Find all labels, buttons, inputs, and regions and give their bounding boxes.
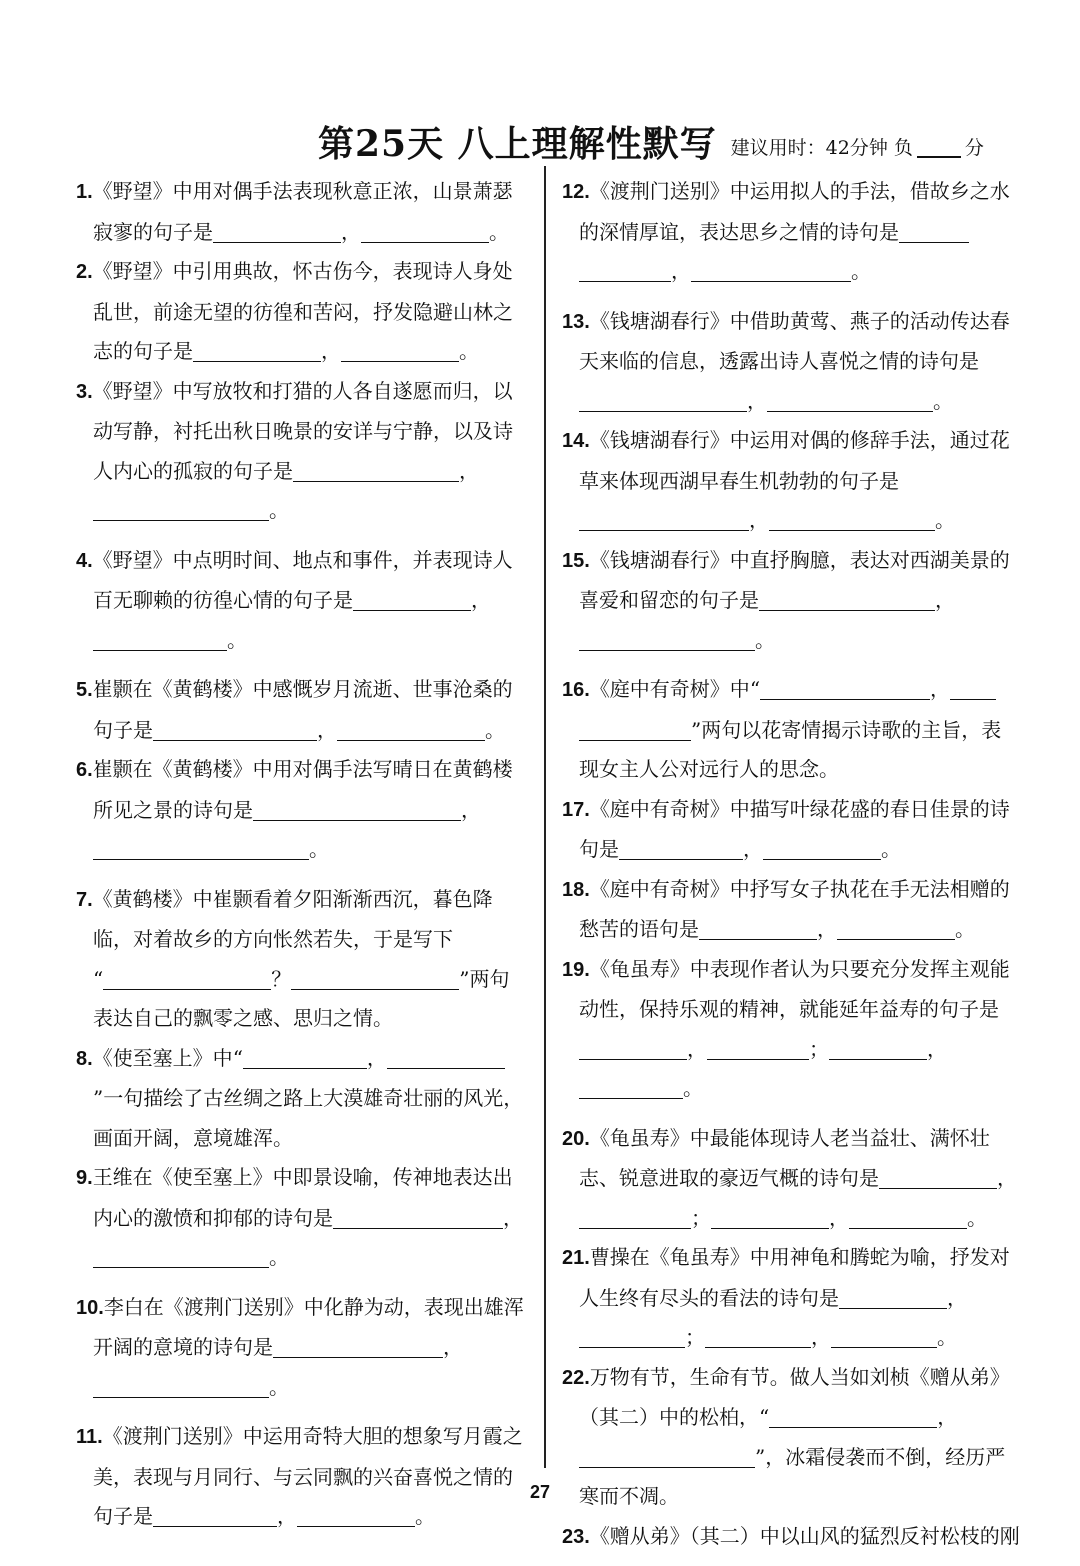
question-number: 17.: [562, 798, 590, 821]
question-number: 21.: [562, 1247, 590, 1269]
question-11: 11.《渡荆门送别》中运用奇特大胆的想象写月霞之美，表现与月同行、与云同飘的兴奋喜悦之情的句子是 ， 。: [76, 1424, 523, 1528]
question-text: 《庭中有奇树》中抒写女子执花在手无法相赠的愁苦的语句是: [579, 876, 1010, 941]
answer-blank[interactable]: [579, 628, 755, 651]
question-number: 3.: [76, 380, 93, 403]
question-number: 15.: [562, 549, 590, 572]
question-text: 《野望》中点明时间、地点和事件，并表现诗人百无聊赖的彷徨心情的句子是: [92, 547, 513, 612]
question-text: 李白在《渡荆门送别》中化静为动，表现出雄浑开阔的意境的诗句是: [93, 1294, 524, 1359]
answer-blank[interactable]: [579, 1037, 687, 1060]
question-text: 《龟虽寿》中最能体现诗人老当益壮、满怀壮志、锐意进取的豪迈气概的诗句是: [579, 1125, 990, 1190]
question-number: 19.: [562, 958, 590, 981]
answer-blank[interactable]: [213, 220, 341, 243]
answer-blank[interactable]: [291, 967, 459, 990]
question-number: 10.: [76, 1296, 104, 1319]
answer-blank[interactable]: [691, 259, 851, 282]
question-7: 7.《黄鹤楼》中崔颢看着夕阳渐渐西沉，暮色降临，对着故乡的方向怅然若失，于是写下 “ ？ ”两句表达自己的飘零之感、思归之情。: [76, 886, 510, 1030]
answer-blank[interactable]: [769, 508, 935, 531]
question-21: 21.曹操在《龟虽寿》中用神龟和腾蛇为喻，抒发对人生终有尽头的看法的诗句是 ， ； ， 。: [562, 1245, 1010, 1349]
answer-blank[interactable]: [711, 1206, 829, 1229]
question-text: 《庭中有奇树》中: [589, 677, 750, 701]
question-text: 万物有节，生命有节。做人当如刘桢《赠从弟》（其二）中的松柏，: [579, 1364, 1010, 1429]
question-number: 14.: [562, 430, 590, 452]
answer-blank[interactable]: [93, 1375, 269, 1398]
question-text: 王维在《使至塞上》中即景设喻，传神地表达出内心的激愤和抑郁的诗句是: [92, 1165, 513, 1230]
question-text: 《赠从弟》（其二）中以山风的猛烈反衬松枝的刚: [589, 1523, 1020, 1548]
answer-blank[interactable]: [579, 1206, 691, 1229]
answer-blank[interactable]: [879, 1166, 997, 1189]
answer-blank[interactable]: [707, 1037, 809, 1060]
question-2: 2.《野望》中引用典故，怀古伤今，表现诗人身处乱世，前途无望的彷徨和苦闷，抒发隐避山林之志的句子是 ， 。: [76, 259, 513, 363]
answer-blank[interactable]: [849, 1206, 967, 1229]
page-header: [318, 112, 1020, 165]
answer-blank[interactable]: [153, 718, 317, 741]
question-number: 6.: [76, 759, 93, 781]
question-text: 《渡荆门送别》中运用拟人的手法，借故乡之水的深情厚谊，表达思乡之情的诗句是: [579, 179, 1010, 244]
question-12: 12.《渡荆门送别》中运用拟人的手法，借故乡之水的深情厚谊，表达思乡之情的诗句是 ， 。: [562, 179, 1010, 283]
question-text-after: 两句以花寄情揭示诗歌的主旨，表现女主人公对远行人的思念。: [579, 717, 1002, 781]
question-text: 《野望》中写放牧和打猎的人各自遂愿而归，以动写静，衬托出秋日晚景的安详与宁静，以及诗人内心的孤寂的句子是: [92, 378, 513, 483]
question-8: 8.《使至塞上》中“ ，”一句描绘了古丝绸之路上大漠雄奇壮丽的风光，画面开阔，意境雄浑。: [76, 1045, 524, 1150]
page-title: 第25天 八上理解性默写: [318, 123, 717, 165]
question-text: 崔颢在《黄鹤楼》中用对偶手法写晴日在黄鹤楼所见之景的诗句是: [92, 757, 513, 822]
right-column: [562, 172, 1020, 1557]
question-text: 《黄鹤楼》中崔颢看着夕阳渐渐西沉，暮色降临，对着故乡的方向怅然若失，于是写下: [92, 886, 493, 951]
answer-blank[interactable]: [253, 798, 461, 821]
question-14: 14.《钱塘湖春行》中运用对偶的修辞手法，通过花草来体现西湖早春生机勃勃的句子是 ， 。: [562, 428, 1010, 532]
answer-blank[interactable]: [93, 628, 227, 651]
question-text: 《钱塘湖春行》中直抒胸臆，表达对西湖美景的喜爱和留恋的句子是: [579, 547, 1010, 612]
question-4: 4.《野望》中点明时间、地点和事件，并表现诗人百无聊赖的彷徨心情的句子是 ， 。: [76, 547, 513, 652]
answer-blank[interactable]: [103, 967, 271, 990]
question-text-after: 两句表达自己的飘零之感、思归之情。: [93, 966, 510, 1030]
answer-blank[interactable]: [193, 339, 321, 362]
answer-blank[interactable]: [153, 1504, 277, 1527]
answer-blank[interactable]: [579, 718, 691, 741]
answer-blank[interactable]: [93, 837, 309, 860]
answer-blank[interactable]: [93, 1245, 269, 1268]
answer-blank[interactable]: [579, 259, 671, 282]
question-number: 8.: [76, 1047, 93, 1070]
question-text: 《使至塞上》中: [92, 1045, 233, 1070]
answer-blank[interactable]: [759, 588, 935, 611]
question-number: 4.: [76, 549, 93, 572]
question-20: 20.《龟虽寿》中最能体现诗人老当益壮、满怀壮志、锐意进取的豪迈气概的诗句是 ， ； ， 。: [562, 1125, 1017, 1230]
page-number: 27: [529, 1482, 551, 1502]
answer-blank[interactable]: [950, 677, 996, 700]
question-number: 18.: [562, 878, 590, 901]
question-number: 20.: [562, 1127, 590, 1150]
question-number: 22.: [562, 1366, 590, 1389]
question-5: 5.崔颢在《黄鹤楼》中感慨岁月流逝、世事沧桑的句子是 ， 。: [76, 677, 513, 742]
answer-blank[interactable]: [579, 508, 749, 531]
answer-blank[interactable]: [899, 220, 969, 243]
question-text-after: 一句描绘了古丝绸之路上大漠雄奇壮丽的风光，画面开阔，意境雄浑。: [93, 1086, 524, 1150]
question-22: 22.万物有节，生命有节。做人当如刘桢《赠从弟》（其二）中的松柏，“ ， ”，冰霜侵袭而不倒，经历严寒而不凋。: [562, 1364, 1010, 1508]
answer-blank[interactable]: [337, 718, 485, 741]
answer-blank[interactable]: [293, 459, 459, 482]
question-3: 3.《野望》中写放牧和打猎的人各自遂愿而归，以动写静，衬托出秋日晚景的安详与宁静，以及诗人内心的孤寂的句子是 ， 。: [76, 378, 513, 522]
question-6: 6.崔颢在《黄鹤楼》中用对偶手法写晴日在黄鹤楼所见之景的诗句是 ， 。: [76, 757, 513, 861]
answer-blank[interactable]: [333, 1206, 503, 1229]
answer-blank[interactable]: [837, 917, 955, 940]
answer-blank[interactable]: [353, 588, 471, 611]
question-16: 16.《庭中有奇树》中“ ， ”两句以花寄情揭示诗歌的主旨，表现女主人公对远行人的思念。: [562, 677, 1002, 781]
question-number: 13.: [562, 310, 590, 333]
question-number: 2.: [76, 261, 93, 283]
question-text: 《钱塘湖春行》中运用对偶的修辞手法，通过花草来体现西湖早春生机勃勃的句子是: [579, 428, 1010, 493]
suggested-time: [731, 137, 984, 162]
answer-blank[interactable]: [699, 917, 817, 940]
question-17: 17.《庭中有奇树》中描写叶绿花盛的春日佳景的诗句是 ， 。: [562, 796, 1010, 861]
answer-blank[interactable]: [831, 1325, 937, 1348]
answer-blank[interactable]: [579, 1445, 755, 1468]
question-15: 15.《钱塘湖春行》中直抒胸臆，表达对西湖美景的喜爱和留恋的句子是 ， 。: [562, 547, 1010, 652]
answer-blank[interactable]: [769, 1405, 937, 1428]
question-number: 7.: [76, 888, 93, 911]
question-text: 《野望》中用对偶手法表现秋意正浓，山景萧瑟寂寥的句子是: [92, 179, 513, 244]
question-text: 曹操在《龟虽寿》中用神龟和腾蛇为喻，抒发对人生终有尽头的看法的诗句是: [579, 1245, 1010, 1310]
question-text: 崔颢在《黄鹤楼》中感慨岁月流逝、世事沧桑的句子是: [92, 677, 513, 742]
question-number: 5.: [76, 679, 93, 701]
question-text: 《钱塘湖春行》中借助黄莺、燕子的活动传达春天来临的信息，透露出诗人喜悦之情的诗句是: [579, 308, 1010, 373]
answer-blank[interactable]: [763, 837, 881, 860]
answer-blank[interactable]: [387, 1046, 505, 1069]
question-number: 23.: [562, 1525, 590, 1548]
question-number: 9.: [76, 1167, 93, 1189]
answer-blank[interactable]: [579, 389, 747, 412]
question-text-after: ，冰霜侵袭而不倒，经历严寒而不凋。: [579, 1444, 1006, 1508]
question-text: 《野望》中引用典故，怀古伤今，表现诗人身处乱世，前途无望的彷徨和苦闷，抒发隐避山林之志的句子是: [92, 259, 513, 363]
answer-blank[interactable]: [760, 677, 930, 700]
answer-blank[interactable]: [579, 1325, 685, 1348]
question-1: 1.《野望》中用对偶手法表现秋意正浓，山景萧瑟寂寥的句子是 ， 。: [76, 179, 513, 244]
score-unit: 分: [964, 137, 984, 160]
answer-blank[interactable]: [839, 1286, 947, 1309]
question-18: 18.《庭中有奇树》中抒写女子执花在手无法相赠的愁苦的语句是 ， 。: [562, 876, 1010, 941]
score-blank[interactable]: [917, 156, 961, 158]
question-text: 《庭中有奇树》中描写叶绿花盛的春日佳景的诗句是: [579, 796, 1010, 861]
question-text: 《龟虽寿》中表现作者认为只要充分发挥主观能动性，保持乐观的精神，就能延年益寿的句子是: [579, 956, 1010, 1021]
question-number: 11.: [76, 1426, 103, 1448]
answer-blank[interactable]: [341, 339, 459, 362]
question-number: 16.: [562, 679, 590, 701]
question-10: 10.李白在《渡荆门送别》中化静为动，表现出雄浑开阔的意境的诗句是 ， 。: [76, 1294, 524, 1399]
answer-blank[interactable]: [273, 1335, 443, 1358]
suggested-time-text: 建议用时：42分钟 负: [730, 137, 913, 160]
column-divider: [544, 166, 546, 1468]
answer-blank[interactable]: [93, 498, 269, 521]
question-text: 《渡荆门送别》中运用奇特大胆的想象写月霞之美，表现与月同行、与云同飘的兴奋喜悦之情的句子是: [93, 1424, 523, 1528]
answer-blank[interactable]: [705, 1325, 811, 1348]
answer-blank[interactable]: [579, 1076, 683, 1099]
question-23: [562, 1517, 1020, 1558]
answer-blank[interactable]: [619, 837, 743, 860]
question-13: 13.《钱塘湖春行》中借助黄莺、燕子的活动传达春天来临的信息，透露出诗人喜悦之情的诗句是， 。: [562, 308, 1010, 413]
question-number: 12.: [562, 181, 590, 203]
question-9: 9.王维在《使至塞上》中即景设喻，传神地表达出内心的激愤和抑郁的诗句是 ， 。: [76, 1165, 523, 1269]
answer-blank[interactable]: [361, 220, 489, 243]
question-number: 1.: [76, 181, 93, 203]
answer-blank[interactable]: [243, 1046, 367, 1069]
answer-blank[interactable]: [829, 1037, 927, 1060]
answer-blank[interactable]: [767, 389, 933, 412]
question-19: 19.《龟虽寿》中表现作者认为只要充分发挥主观能动性，保持乐观的精神，就能延年益寿的句子是， ； ， 。: [562, 956, 1010, 1100]
left-column: [76, 172, 528, 1537]
answer-blank[interactable]: [297, 1504, 415, 1527]
